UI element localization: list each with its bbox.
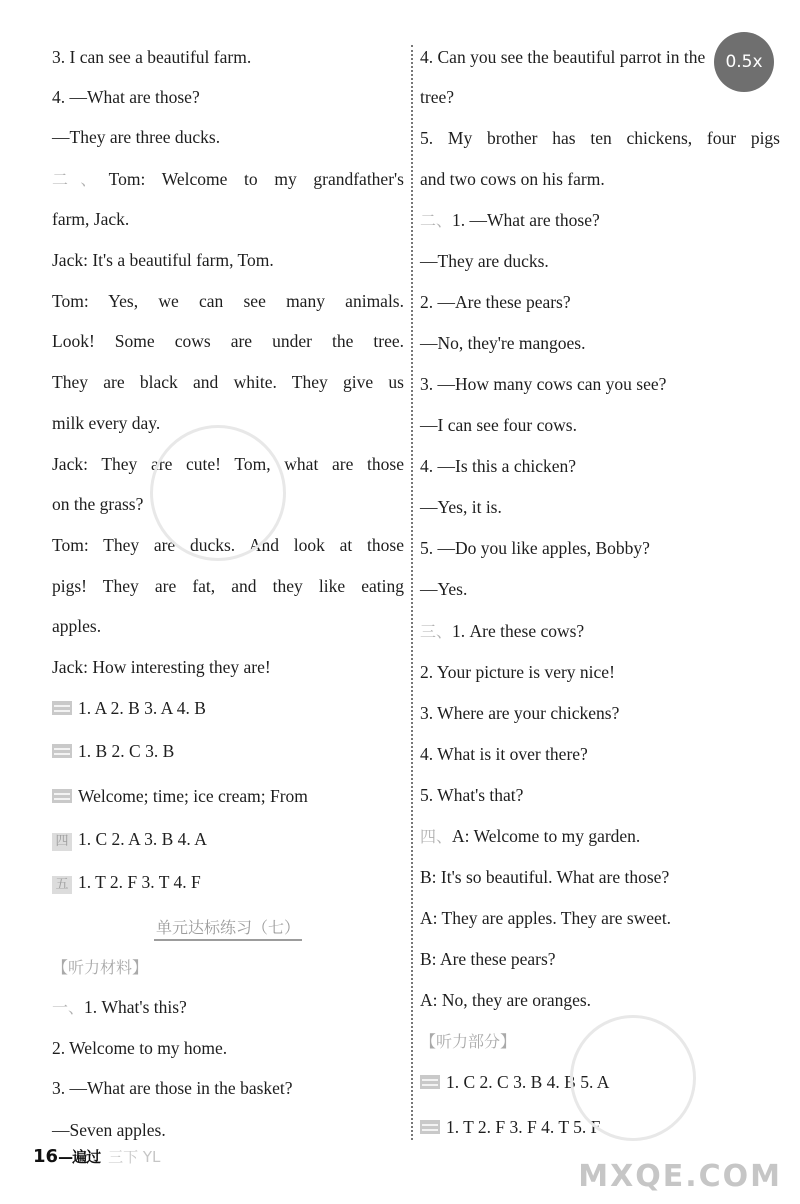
right-line [420,496,502,518]
right-text: 4. —Is this a chicken? [420,456,576,476]
left-text: Jack: It's a beautiful farm, Tom. [52,250,274,270]
right-line [420,373,666,395]
left-text: farm, Jack. [52,209,130,229]
page-footer [33,1146,160,1167]
stamp-watermark-right [570,1015,696,1141]
left-text: 1. C 2. A 3. B 4. A [78,829,207,849]
left-line [52,86,200,108]
unit-title-text: 单元达标练习（七） [154,918,302,941]
left-line [52,412,160,434]
left-text: 3. —What are those in the basket? [52,1078,293,1098]
right-line [420,46,705,68]
right-text: 1. —What are those? [452,210,600,230]
left-line [52,1077,293,1099]
left-text: milk every day. [52,413,161,433]
right-line [420,661,615,683]
left-text: 3. I can see a beautiful farm. [52,47,252,67]
left-line [52,371,404,393]
right-line [420,620,584,643]
right-text: 1. Are these cows? [452,621,585,641]
right-text: 1. T 2. F 3. F 4. T 5. F [446,1117,601,1137]
right-text: 5. My brother has ten chickens, four pigs [420,128,780,148]
right-line [420,414,577,436]
left-line [52,615,101,637]
left-line [52,656,271,678]
right-line [420,455,576,477]
left-line [52,493,143,515]
page-number: 16 [33,1146,59,1167]
section-marker-icon: 四 [52,833,72,851]
section-one-line [52,996,187,1019]
left-text: Tom: They are ducks. And look at those [52,535,404,555]
right-text: A: Welcome to my garden. [452,826,641,846]
left-text: 4. —What are those? [52,87,200,107]
left-line [52,46,251,68]
left-line [52,828,207,851]
left-text: Welcome; time; ice cream; From [78,786,308,806]
left-text: Tom: Welcome to my grandfather's [108,169,404,189]
left-text: They are black and white. They give us [52,372,404,392]
left-line [52,1037,227,1059]
right-line [420,1116,600,1138]
left-text: 1. A 2. B 3. A 4. B [78,698,206,718]
listening-material-text: 【听力材料】 [52,958,149,977]
right-text: B: It's so beautiful. What are those? [420,867,670,887]
section-marker-icon [420,1075,440,1089]
right-text: B: Are these pears? [420,949,556,969]
left-line [52,168,404,191]
right-text: 5. —Do you like apples, Bobby? [420,538,650,558]
section-prefix: 二、 [420,211,453,230]
left-text: —They are three ducks. [52,127,221,147]
section-marker-icon [420,1120,440,1134]
left-text: Jack: How interesting they are! [52,657,271,677]
section-marker-icon [52,744,72,758]
left-text: Jack: They are cute! Tom, what are those [52,454,404,474]
right-text: —Yes, it is. [420,497,502,517]
right-text: tree? [420,87,454,107]
right-line [420,702,619,724]
right-line [420,332,585,354]
right-line [420,578,467,600]
site-watermark: MXQE.COM [578,1159,782,1194]
unit-title [52,915,404,938]
left-line [52,208,129,230]
right-text: 5. What's that? [420,785,524,805]
left-line [52,330,404,352]
right-text: 3. Where are your chickens? [420,703,620,723]
left-text: on the grass? [52,494,144,514]
right-text: 4. Can you see the beautiful parrot in the [420,47,706,67]
right-line [420,989,591,1011]
right-line [420,209,600,232]
left-line [52,697,206,719]
right-text: —Yes. [420,579,468,599]
right-text: and two cows on his farm. [420,169,605,189]
right-line [420,250,549,272]
left-text: 1. T 2. F 3. T 4. F [78,872,201,892]
section-marker-icon [52,701,72,715]
stamp-watermark-left [150,425,286,561]
right-text: A: No, they are oranges. [420,990,592,1010]
left-text: pigs! They are fat, and they like eating [52,576,404,596]
left-text: 2. Welcome to my home. [52,1038,228,1058]
right-line [420,825,640,848]
left-text: Tom: Yes, we can see many animals. [52,291,404,311]
left-line [52,290,404,312]
listening-part-text: 【听力部分】 [420,1032,517,1051]
section-prefix: 二、 [52,170,109,189]
right-text: —I can see four cows. [420,415,577,435]
section-marker-icon: 五 [52,876,72,894]
left-text: Look! Some cows are under the tree. [52,331,404,351]
right-text: —They are ducks. [420,251,549,271]
right-line [420,168,605,190]
left-text: 1. B 2. C 3. B [78,741,175,761]
right-text: —No, they're mangoes. [420,333,586,353]
left-line [52,1119,166,1141]
section-prefix: 三、 [420,622,453,641]
right-line [420,907,671,929]
left-text: apples. [52,616,102,636]
left-line [52,575,404,597]
right-text: 4. What is it over there? [420,744,588,764]
zoom-badge[interactable]: 0.5x [714,32,774,92]
right-line [420,86,454,108]
right-text: 1. C 2. C 3. B 4. B 5. A [446,1072,610,1092]
right-text: A: They are apples. They are sweet. [420,908,672,928]
left-line [52,126,220,148]
left-text: —Seven apples. [52,1120,166,1140]
left-line [52,740,174,762]
right-line [420,291,571,313]
footer-brand: —遍过 [58,1148,101,1166]
section-one-prefix: 一、 [52,998,85,1017]
listening-material-heading [52,956,148,979]
right-line [420,743,588,765]
column-divider [411,45,413,1140]
left-line [52,785,308,807]
listening-part-heading [420,1030,516,1053]
right-line [420,127,780,149]
footer-subtitle: 三下 YL [108,1148,161,1166]
right-line [420,537,650,559]
right-line [420,948,556,970]
right-line [420,784,523,806]
left-line [52,871,201,894]
section-prefix: 四、 [420,827,453,846]
right-text: 2. Your picture is very nice! [420,662,615,682]
section-marker-icon [52,789,72,803]
right-line [420,866,669,888]
section-one-text: 1. What's this? [84,997,187,1017]
left-line [52,249,274,271]
right-text: 2. —Are these pears? [420,292,571,312]
right-text: 3. —How many cows can you see? [420,374,667,394]
